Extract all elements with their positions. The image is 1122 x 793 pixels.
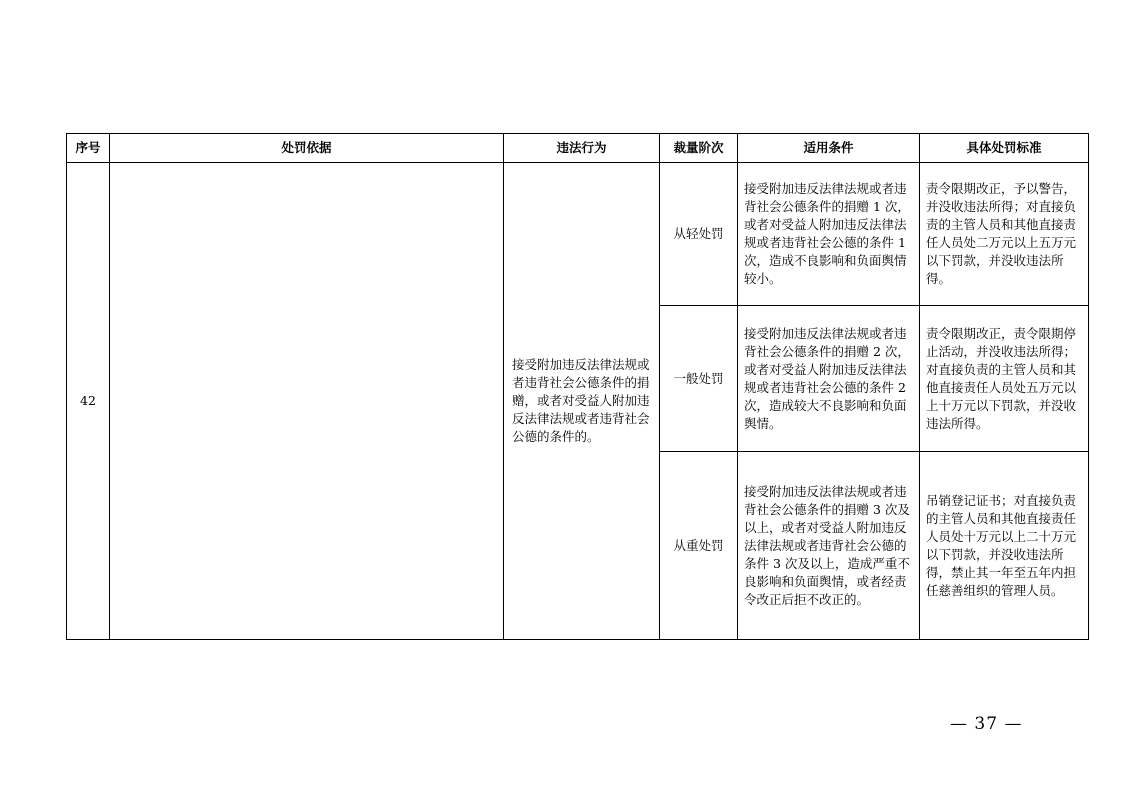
violation-cell: 接受附加违反法律法规或者违背社会公德条件的捐赠，或者对受益人附加违反法律法规或者违背社会公德的条件的。 xyxy=(504,163,660,640)
header-penalty-basis: 处罚依据 xyxy=(110,134,504,163)
standard-cell-lenient: 责令限期改正，予以警告，并没收违法所得；对直接负责的主管人员和其他直接责任人员处二万元以上五万元以下罚款，并没收违法所得。 xyxy=(920,163,1089,306)
page-number: — 37 — xyxy=(950,714,1023,734)
header-penalty-standard: 具体处罚标准 xyxy=(920,134,1089,163)
table-header-row xyxy=(67,134,1089,163)
header-serial-number: 序号 xyxy=(67,134,110,163)
standard-cell-general: 责令限期改正，责令限期停止活动，并没收违法所得；对直接负责的主管人员和其他直接责任人员处五万元以上十万元以下罚款，并没收违法所得。 xyxy=(920,306,1089,452)
condition-cell-general: 接受附加违反法律法规或者违背社会公德条件的捐赠 2 次，或者对受益人附加违反法律法规或者违背社会公德的条件 2 次，造成较大不良影响和负面舆情。 xyxy=(738,306,920,452)
condition-cell-severe: 接受附加违反法律法规或者违背社会公德条件的捐赠 3 次及以上，或者对受益人附加违反法律法规或者违背社会公德的条件 3 次及以上，造成严重不良影响和负面舆情，或者经责令改正后拒不改正的。 xyxy=(738,452,920,640)
header-applicable-conditions: 适用条件 xyxy=(738,134,920,163)
header-discretion-level: 裁量阶次 xyxy=(660,134,738,163)
level-cell-lenient: 从轻处罚 xyxy=(660,163,738,306)
header-violation: 违法行为 xyxy=(504,134,660,163)
level-cell-severe: 从重处罚 xyxy=(660,452,738,640)
penalty-standards-table xyxy=(66,133,1089,640)
level-cell-general: 一般处罚 xyxy=(660,306,738,452)
condition-cell-lenient: 接受附加违反法律法规或者违背社会公德条件的捐赠 1 次，或者对受益人附加违反法律法规或者违背社会公德的条件 1 次，造成不良影响和负面舆情较小。 xyxy=(738,163,920,306)
standard-cell-severe: 吊销登记证书；对直接负责的主管人员和其他直接责任人员处十万元以上二十万元以下罚款，并没收违法所得，禁止其一年至五年内担任慈善组织的管理人员。 xyxy=(920,452,1089,640)
penalty-basis-cell xyxy=(110,163,504,640)
item-number-cell: 42 xyxy=(67,163,110,640)
table-row xyxy=(67,163,1089,306)
